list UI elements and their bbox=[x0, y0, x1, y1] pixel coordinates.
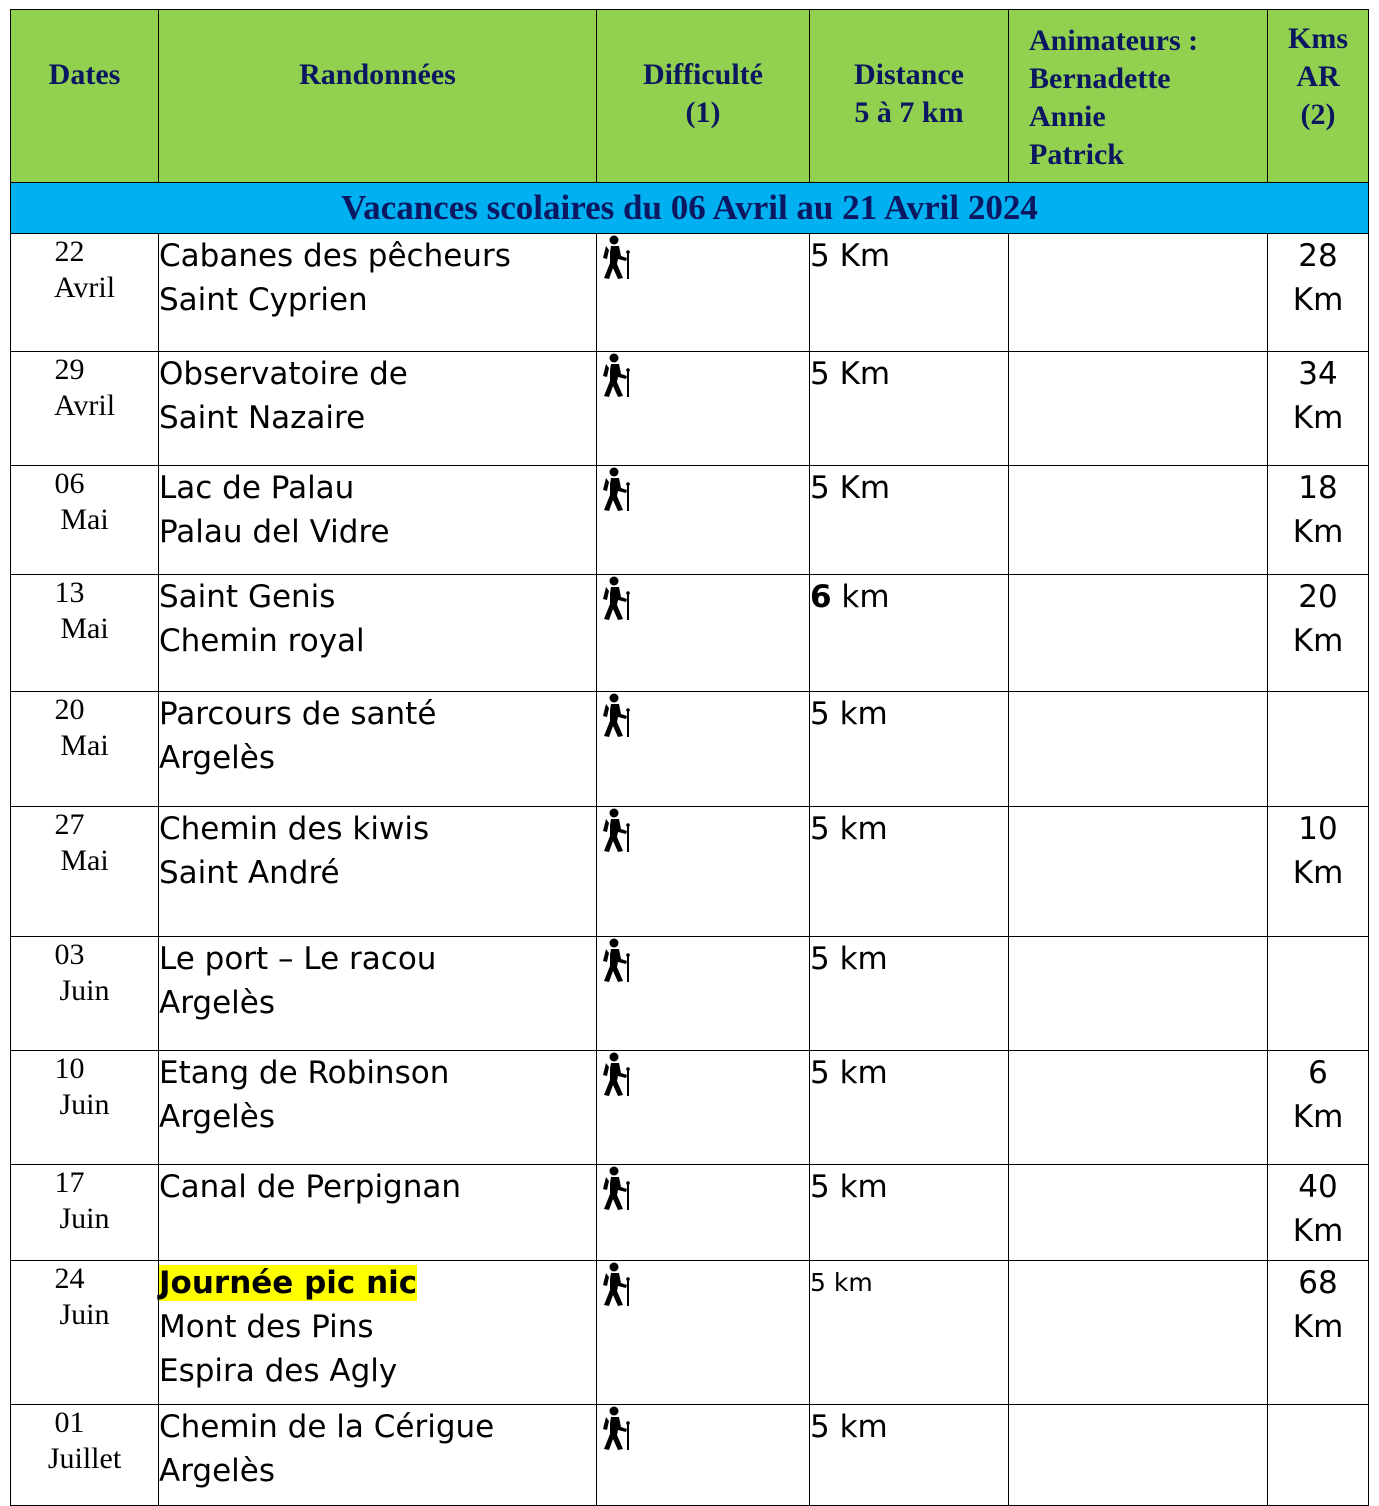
kms-unit: Km bbox=[1292, 1099, 1344, 1135]
header-animateurs-line: Annie bbox=[1029, 100, 1106, 133]
distance-cell bbox=[810, 1405, 1009, 1506]
table-row bbox=[11, 1405, 1369, 1506]
vacation-banner: Vacances scolaires du 06 Avril au 21 Avril 2024 bbox=[11, 183, 1369, 234]
date-cell bbox=[11, 1405, 159, 1506]
header-distance-line2: 5 à 7 km bbox=[854, 96, 964, 129]
route-line: Lac de Palau bbox=[159, 470, 355, 506]
hiker-icon bbox=[597, 466, 635, 512]
route-line: Argelès bbox=[159, 1453, 275, 1489]
date-day: 22 bbox=[54, 235, 85, 268]
date-month: Juin bbox=[59, 1202, 110, 1235]
header-distance bbox=[810, 10, 1009, 183]
date-cell bbox=[11, 352, 159, 466]
difficulty-cell bbox=[597, 466, 810, 575]
date-month: Avril bbox=[53, 389, 116, 422]
hiker-icon bbox=[597, 1261, 635, 1307]
header-dates: Dates bbox=[11, 10, 159, 183]
kms-cell bbox=[1268, 234, 1369, 352]
kms-value: 34 bbox=[1298, 356, 1338, 392]
hiker-icon bbox=[597, 234, 635, 280]
date-day: 24 bbox=[54, 1262, 85, 1295]
kms-value: 68 bbox=[1298, 1265, 1338, 1301]
date-month: Mai bbox=[60, 612, 109, 645]
header-animateurs bbox=[1009, 10, 1268, 183]
kms-cell bbox=[1268, 937, 1369, 1051]
kms-cell bbox=[1268, 1051, 1369, 1165]
difficulty-cell bbox=[597, 1405, 810, 1506]
kms-value: 6 bbox=[1308, 1055, 1328, 1091]
route-line: Saint André bbox=[159, 855, 340, 891]
route-cell bbox=[159, 466, 597, 575]
route-cell bbox=[159, 807, 597, 937]
header-animateurs-line: Bernadette bbox=[1029, 62, 1171, 95]
difficulty-cell bbox=[597, 937, 810, 1051]
kms-cell bbox=[1268, 692, 1369, 807]
header-kms-line: (2) bbox=[1300, 98, 1336, 131]
header-distance-line1: Distance bbox=[854, 58, 964, 91]
animateurs-cell bbox=[1009, 1405, 1268, 1506]
route-line: Palau del Vidre bbox=[159, 514, 390, 550]
hiker-icon bbox=[597, 1051, 635, 1097]
hiker-icon bbox=[597, 692, 635, 738]
date-day: 06 bbox=[54, 467, 85, 500]
distance-cell bbox=[810, 1165, 1009, 1261]
distance-cell bbox=[810, 807, 1009, 937]
picnic-highlight: Journée pic nic bbox=[159, 1265, 418, 1301]
route-line: Chemin royal bbox=[159, 623, 365, 659]
distance-value: 5 bbox=[810, 696, 830, 732]
route-cell bbox=[159, 1051, 597, 1165]
date-day: 20 bbox=[54, 693, 85, 726]
table-row bbox=[11, 575, 1369, 692]
animateurs-cell bbox=[1009, 352, 1268, 466]
kms-unit: Km bbox=[1292, 623, 1344, 659]
route-line: Espira des Agly bbox=[159, 1353, 398, 1389]
date-day: 01 bbox=[54, 1406, 85, 1439]
route-line: Argelès bbox=[159, 740, 275, 776]
date-month: Juillet bbox=[47, 1442, 122, 1475]
hiker-icon bbox=[597, 352, 635, 398]
kms-unit: Km bbox=[1292, 514, 1344, 550]
kms-unit: Km bbox=[1292, 855, 1344, 891]
kms-value: 40 bbox=[1298, 1169, 1338, 1205]
distance-cell bbox=[810, 1261, 1009, 1405]
date-cell bbox=[11, 1261, 159, 1405]
date-month: Juin bbox=[59, 1088, 110, 1121]
kms-cell bbox=[1268, 352, 1369, 466]
date-month: Juin bbox=[59, 974, 110, 1007]
table-row bbox=[11, 937, 1369, 1051]
kms-cell bbox=[1268, 1261, 1369, 1405]
distance-cell bbox=[810, 234, 1009, 352]
distance-value: 5 bbox=[810, 941, 830, 977]
route-cell bbox=[159, 575, 597, 692]
kms-unit: Km bbox=[1292, 1309, 1344, 1345]
date-day: 17 bbox=[54, 1166, 85, 1199]
kms-cell bbox=[1268, 1405, 1369, 1506]
difficulty-cell bbox=[597, 1051, 810, 1165]
table-row bbox=[11, 466, 1369, 575]
route-line: Saint Nazaire bbox=[159, 400, 366, 436]
date-day: 13 bbox=[54, 576, 85, 609]
distance-value: 5 bbox=[810, 238, 830, 274]
route-line: Mont des Pins bbox=[159, 1309, 374, 1345]
date-cell bbox=[11, 807, 159, 937]
distance-value: 5 bbox=[810, 356, 830, 392]
date-cell bbox=[11, 234, 159, 352]
header-kms-line: Kms bbox=[1288, 22, 1348, 55]
difficulty-cell bbox=[597, 352, 810, 466]
difficulty-cell bbox=[597, 807, 810, 937]
header-kms-line: AR bbox=[1296, 60, 1340, 93]
route-line: Cabanes des pêcheurs bbox=[159, 238, 511, 274]
hiker-icon bbox=[597, 575, 635, 621]
header-animateurs-line: Patrick bbox=[1029, 138, 1124, 171]
header-randonnees: Randonnées bbox=[159, 10, 597, 183]
distance-cell bbox=[810, 352, 1009, 466]
animateurs-cell bbox=[1009, 1051, 1268, 1165]
kms-cell bbox=[1268, 466, 1369, 575]
distance-unit: km bbox=[829, 1169, 888, 1205]
distance-value: 5 bbox=[810, 1268, 826, 1297]
date-month: Mai bbox=[60, 844, 109, 877]
distance-value: 5 bbox=[810, 1409, 830, 1445]
date-cell bbox=[11, 575, 159, 692]
difficulty-cell bbox=[597, 692, 810, 807]
distance-unit: Km bbox=[829, 238, 891, 274]
kms-unit: Km bbox=[1292, 282, 1344, 318]
date-cell bbox=[11, 1165, 159, 1261]
route-line: Chemin des kiwis bbox=[159, 811, 430, 847]
distance-cell bbox=[810, 466, 1009, 575]
route-line: Argelès bbox=[159, 1099, 275, 1135]
distance-value: 5 bbox=[810, 470, 830, 506]
distance-unit: km bbox=[829, 1055, 888, 1091]
route-line: Etang de Robinson bbox=[159, 1055, 450, 1091]
table-row bbox=[11, 807, 1369, 937]
date-day: 10 bbox=[54, 1052, 85, 1085]
header-animateurs-line: Animateurs : bbox=[1029, 24, 1199, 57]
route-line: Argelès bbox=[159, 985, 275, 1021]
distance-unit: km bbox=[831, 579, 890, 615]
distance-unit: Km bbox=[829, 470, 891, 506]
distance-cell bbox=[810, 1051, 1009, 1165]
kms-unit: Km bbox=[1292, 400, 1344, 436]
route-cell bbox=[159, 1261, 597, 1405]
table-row bbox=[11, 234, 1369, 352]
animateurs-cell bbox=[1009, 466, 1268, 575]
kms-cell bbox=[1268, 1165, 1369, 1261]
distance-unit: km bbox=[829, 941, 888, 977]
kms-value: 28 bbox=[1298, 238, 1338, 274]
date-month: Mai bbox=[60, 503, 109, 536]
hiker-icon bbox=[597, 1405, 635, 1451]
distance-unit: km bbox=[829, 811, 888, 847]
animateurs-cell bbox=[1009, 575, 1268, 692]
hiker-icon bbox=[597, 937, 635, 983]
kms-unit: Km bbox=[1292, 1213, 1344, 1249]
difficulty-cell bbox=[597, 575, 810, 692]
kms-cell bbox=[1268, 575, 1369, 692]
animateurs-cell bbox=[1009, 937, 1268, 1051]
kms-value: 20 bbox=[1298, 579, 1338, 615]
route-line: Canal de Perpignan bbox=[159, 1169, 462, 1205]
header-difficulte bbox=[597, 10, 810, 183]
table-row bbox=[11, 352, 1369, 466]
route-line: Saint Cyprien bbox=[159, 282, 368, 318]
route-cell bbox=[159, 1165, 597, 1261]
difficulty-cell bbox=[597, 1165, 810, 1261]
date-day: 03 bbox=[54, 938, 85, 971]
route-cell bbox=[159, 234, 597, 352]
animateurs-cell bbox=[1009, 807, 1268, 937]
distance-unit: Km bbox=[829, 356, 891, 392]
kms-cell bbox=[1268, 807, 1369, 937]
route-line: Saint Genis bbox=[159, 579, 336, 615]
animateurs-cell bbox=[1009, 234, 1268, 352]
hiker-icon bbox=[597, 807, 635, 853]
distance-unit: km bbox=[829, 696, 888, 732]
distance-unit: km bbox=[825, 1268, 873, 1297]
route-cell bbox=[159, 352, 597, 466]
header-difficulte-line1: Difficulté bbox=[643, 58, 763, 91]
route-line: Chemin de la Cérigue bbox=[159, 1409, 495, 1445]
date-month: Mai bbox=[60, 729, 109, 762]
route-cell bbox=[159, 692, 597, 807]
date-cell bbox=[11, 1051, 159, 1165]
hiker-icon bbox=[597, 1165, 635, 1211]
table-row bbox=[11, 1165, 1369, 1261]
date-cell bbox=[11, 937, 159, 1051]
distance-value: 6 bbox=[810, 579, 832, 615]
date-month: Avril bbox=[53, 271, 116, 304]
table-row bbox=[11, 1051, 1369, 1165]
route-cell bbox=[159, 937, 597, 1051]
difficulty-cell bbox=[597, 1261, 810, 1405]
date-month: Juin bbox=[59, 1298, 110, 1331]
distance-unit: km bbox=[829, 1409, 888, 1445]
header-difficulte-line2: (1) bbox=[685, 96, 721, 129]
distance-cell bbox=[810, 692, 1009, 807]
animateurs-cell bbox=[1009, 692, 1268, 807]
date-day: 27 bbox=[54, 808, 85, 841]
distance-value: 5 bbox=[810, 811, 830, 847]
difficulty-cell bbox=[597, 234, 810, 352]
table-row bbox=[11, 692, 1369, 807]
vacation-banner-row bbox=[11, 183, 1369, 234]
route-line: Observatoire de bbox=[159, 356, 408, 392]
animateurs-cell bbox=[1009, 1165, 1268, 1261]
distance-cell bbox=[810, 937, 1009, 1051]
date-day: 29 bbox=[54, 353, 85, 386]
route-cell bbox=[159, 1405, 597, 1506]
date-cell bbox=[11, 692, 159, 807]
date-cell bbox=[11, 466, 159, 575]
distance-value: 5 bbox=[810, 1055, 830, 1091]
route-line: Le port – Le racou bbox=[159, 941, 437, 977]
header-kms bbox=[1268, 10, 1369, 183]
table-row bbox=[11, 1261, 1369, 1405]
schedule-table bbox=[10, 9, 1369, 1506]
kms-value: 10 bbox=[1298, 811, 1338, 847]
header-row bbox=[11, 10, 1369, 183]
kms-value: 18 bbox=[1298, 470, 1338, 506]
distance-value: 5 bbox=[810, 1169, 830, 1205]
animateurs-cell bbox=[1009, 1261, 1268, 1405]
route-line: Parcours de santé bbox=[159, 696, 437, 732]
distance-cell bbox=[810, 575, 1009, 692]
